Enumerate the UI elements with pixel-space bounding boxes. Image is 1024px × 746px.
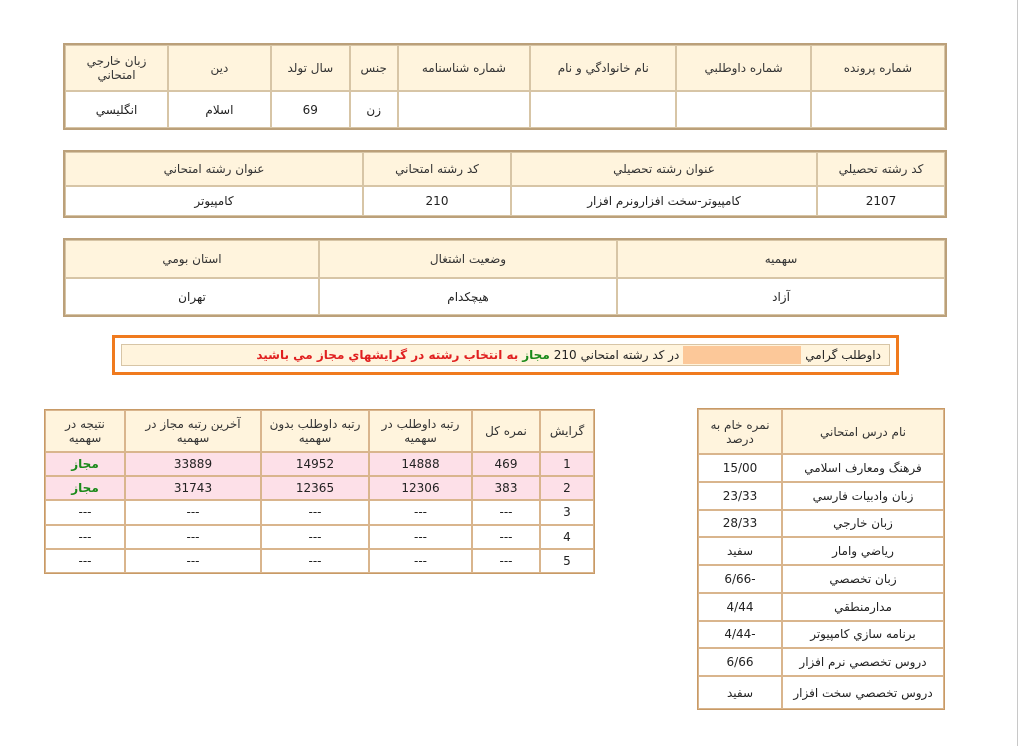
col-study-code: كد رشته تحصيلي (817, 152, 945, 186)
rank-quota-cell: --- (369, 500, 472, 524)
last-rank-cell: --- (125, 500, 261, 524)
last-rank-cell: 31743 (125, 476, 261, 500)
table-row (45, 549, 594, 573)
id-number-value (398, 91, 531, 128)
col-orientation: گرايش (540, 410, 594, 452)
orientation-cell: 3 (540, 500, 594, 524)
religion-value: اسلام (168, 91, 271, 128)
results-table (44, 409, 595, 574)
col-raw-percent: نمره خام به درصد (698, 409, 782, 454)
table-row (698, 676, 944, 709)
notice-text-select: به انتخاب رشته در گرايشهاي (348, 348, 519, 362)
major-info-table (63, 150, 947, 218)
table-row (698, 593, 944, 621)
course-name-cell: دروس تخصصي نرم افزار (782, 648, 944, 676)
col-rank-no-quota: رتبه داوطلب بدون سهميه (261, 410, 369, 452)
col-rank-quota: رتبه داوطلب در سهميه (369, 410, 472, 452)
full-name-value (530, 91, 676, 128)
gender-value: زن (350, 91, 398, 128)
result-cell: --- (45, 500, 125, 524)
rank-quota-cell: 14888 (369, 452, 472, 476)
course-score-cell: سفيد (698, 537, 782, 565)
course-name-cell: رياضي وامار (782, 537, 944, 565)
rank-quota-cell: 12306 (369, 476, 472, 500)
candidate-number-value (676, 91, 810, 128)
exam-title-value: كامپيوتر (65, 186, 363, 216)
result-cell: مجاز (45, 476, 125, 500)
table-row (45, 452, 594, 476)
col-exam-title: عنوان رشته امتحاني (65, 152, 363, 186)
birth-year-value: 69 (271, 91, 350, 128)
col-quota: سهميه (617, 240, 945, 278)
file-number-value (811, 91, 945, 128)
course-score-cell: -6/66 (698, 565, 782, 593)
col-id-number: شماره شناسنامه (398, 45, 531, 91)
course-score-cell: 4/44 (698, 593, 782, 621)
col-last-rank: آخرين رتبه مجاز در سهميه (125, 410, 261, 452)
course-name-cell: زبان وادبيات فارسي (782, 482, 944, 510)
exam-code-value: 210 (363, 186, 511, 216)
col-total-score: نمره كل (472, 410, 540, 452)
col-employment: وضعيت اشتغال (319, 240, 617, 278)
total-score-cell: --- (472, 500, 540, 524)
orientation-cell: 1 (540, 452, 594, 476)
course-score-cell: 28/33 (698, 510, 782, 538)
course-name-cell: زبان تخصصي (782, 565, 944, 593)
orientation-cell: 5 (540, 549, 594, 573)
table-row (698, 510, 944, 538)
course-name-cell: دروس تخصصي سخت افزار (782, 676, 944, 709)
result-cell: --- (45, 549, 125, 573)
rank-quota-cell: --- (369, 549, 472, 573)
study-title-value: كامپيوتر-سخت افزارونرم افزار (511, 186, 817, 216)
col-foreign-language: زبان خارجي امتحاني (65, 45, 168, 91)
course-name-cell: فرهنگ ومعارف اسلامي (782, 454, 944, 482)
employment-value: هيچكدام (319, 278, 617, 315)
last-rank-cell: 33889 (125, 452, 261, 476)
course-score-cell: سفيد (698, 676, 782, 709)
total-score-cell: 469 (472, 452, 540, 476)
table-row (698, 537, 944, 565)
col-study-title: عنوان رشته تحصيلي (511, 152, 817, 186)
total-score-cell: --- (472, 525, 540, 549)
orientation-cell: 4 (540, 525, 594, 549)
col-candidate-number: شماره داوطلبي (676, 45, 810, 91)
course-score-cell: 23/33 (698, 482, 782, 510)
course-score-cell: 6/66 (698, 648, 782, 676)
table-row (45, 500, 594, 524)
study-code-value: 2107 (817, 186, 945, 216)
notice-code: 210 (553, 348, 577, 362)
table-row (698, 482, 944, 510)
course-name-cell: زبان خارجي (782, 510, 944, 538)
course-name-cell: برنامه سازي كامپيوتر (782, 621, 944, 649)
col-birth-year: سال تولد (271, 45, 350, 91)
last-rank-cell: --- (125, 525, 261, 549)
total-score-cell: 383 (472, 476, 540, 500)
notice-text-code: در كد رشته امتحاني (580, 348, 680, 362)
course-name-cell: مدارمنطقي (782, 593, 944, 621)
quota-info-table (63, 238, 947, 317)
col-religion: دين (168, 45, 271, 91)
rank-no-quota-cell: --- (261, 525, 369, 549)
rank-no-quota-cell: --- (261, 500, 369, 524)
course-scores-table (697, 408, 945, 710)
province-value: تهران (65, 278, 319, 315)
rank-no-quota-cell: 14952 (261, 452, 369, 476)
col-full-name: نام خانوادگي و نام (530, 45, 676, 91)
result-cell: --- (45, 525, 125, 549)
candidate-name-highlight (683, 346, 801, 364)
foreign-language-value: انگليسي (65, 91, 168, 128)
col-result: نتيجه در سهميه (45, 410, 125, 452)
table-row (698, 621, 944, 649)
col-file-number: شماره پرونده (811, 45, 945, 91)
course-score-cell: -4/44 (698, 621, 782, 649)
personal-info-table (63, 43, 947, 130)
course-score-cell: 15/00 (698, 454, 782, 482)
notice-greeting: داوطلب گرامي (805, 348, 881, 362)
last-rank-cell: --- (125, 549, 261, 573)
rank-no-quota-cell: --- (261, 549, 369, 573)
table-row (698, 565, 944, 593)
page-edge-divider (1017, 0, 1018, 746)
col-exam-code: كد رشته امتحاني (363, 152, 511, 186)
total-score-cell: --- (472, 549, 540, 573)
table-row (45, 476, 594, 500)
rank-no-quota-cell: 12365 (261, 476, 369, 500)
eligibility-notice (112, 335, 899, 375)
quota-value: آزاد (617, 278, 945, 315)
result-cell: مجاز (45, 452, 125, 476)
table-row (698, 454, 944, 482)
notice-allowed: مجاز (522, 348, 550, 362)
col-gender: جنس (350, 45, 398, 91)
table-row (45, 525, 594, 549)
table-row (698, 648, 944, 676)
col-province: استان بومي (65, 240, 319, 278)
col-course-name: نام درس امتحاني (782, 409, 944, 454)
notice-text-end: مجاز مي باشيد (256, 348, 345, 362)
rank-quota-cell: --- (369, 525, 472, 549)
orientation-cell: 2 (540, 476, 594, 500)
